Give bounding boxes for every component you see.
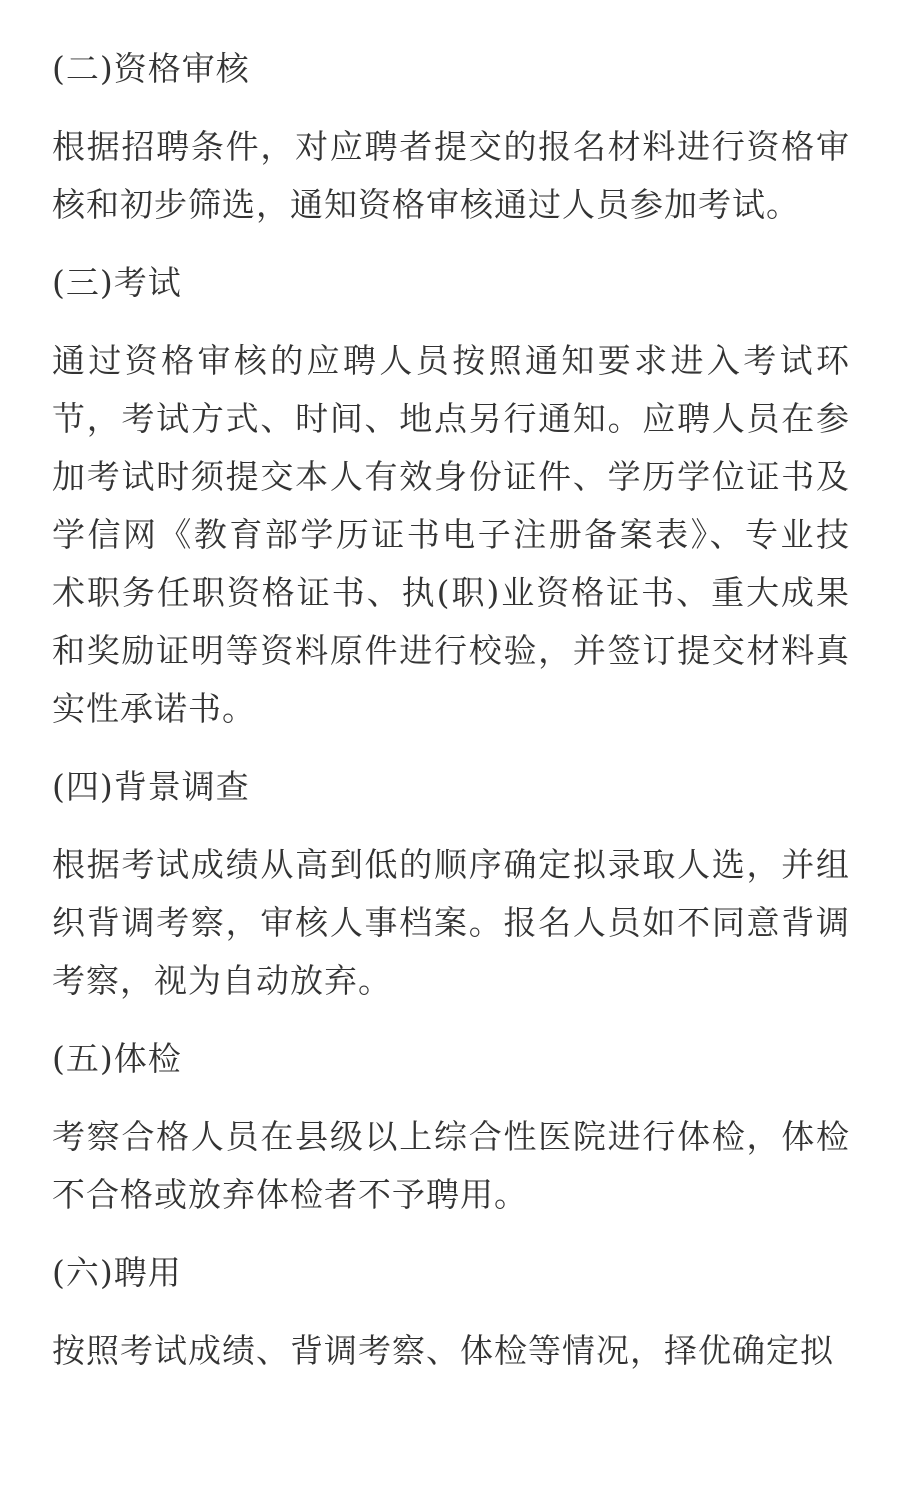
section-heading-medical-exam: (五)体检	[52, 1039, 182, 1078]
section-heading-exam: (三)考试	[52, 263, 182, 302]
section-text-exam: 通过资格审核的应聘人员按照通知要求进入考试环节，考试方式、时间、地点另行通知。应聘人员在参加考试时须提交本人有效身份证件、学历学位证书及学信网《教育部学历证书电子注册备案表》、专业技术职务任职资格证书、执(职)业资格证书、重大成果和奖励证明等资料原件进行校验，并签订提交材料真实性承诺书。	[52, 341, 850, 728]
section-text-qualification-review: 根据招聘条件，对应聘者提交的报名材料进行资格审核和初步筛选，通知资格审核通过人员参加考试。	[52, 127, 850, 224]
section-text-background-check: 根据考试成绩从高到低的顺序确定拟录取人选，并组织背调考察，审核人事档案。报名人员如不同意背调考察，视为自动放弃。	[52, 845, 850, 1000]
section-heading-background-check: (四)背景调查	[52, 767, 250, 806]
section-text-employment: 按照考试成绩、背调考察、体检等情况，择优确定拟	[52, 1331, 834, 1370]
section-heading-qualification-review: (二)资格审核	[52, 49, 250, 88]
section-text-medical-exam: 考察合格人员在县级以上综合性医院进行体检，体检不合格或放弃体检者不予聘用。	[52, 1117, 850, 1214]
section-heading-employment: (六)聘用	[52, 1253, 182, 1292]
